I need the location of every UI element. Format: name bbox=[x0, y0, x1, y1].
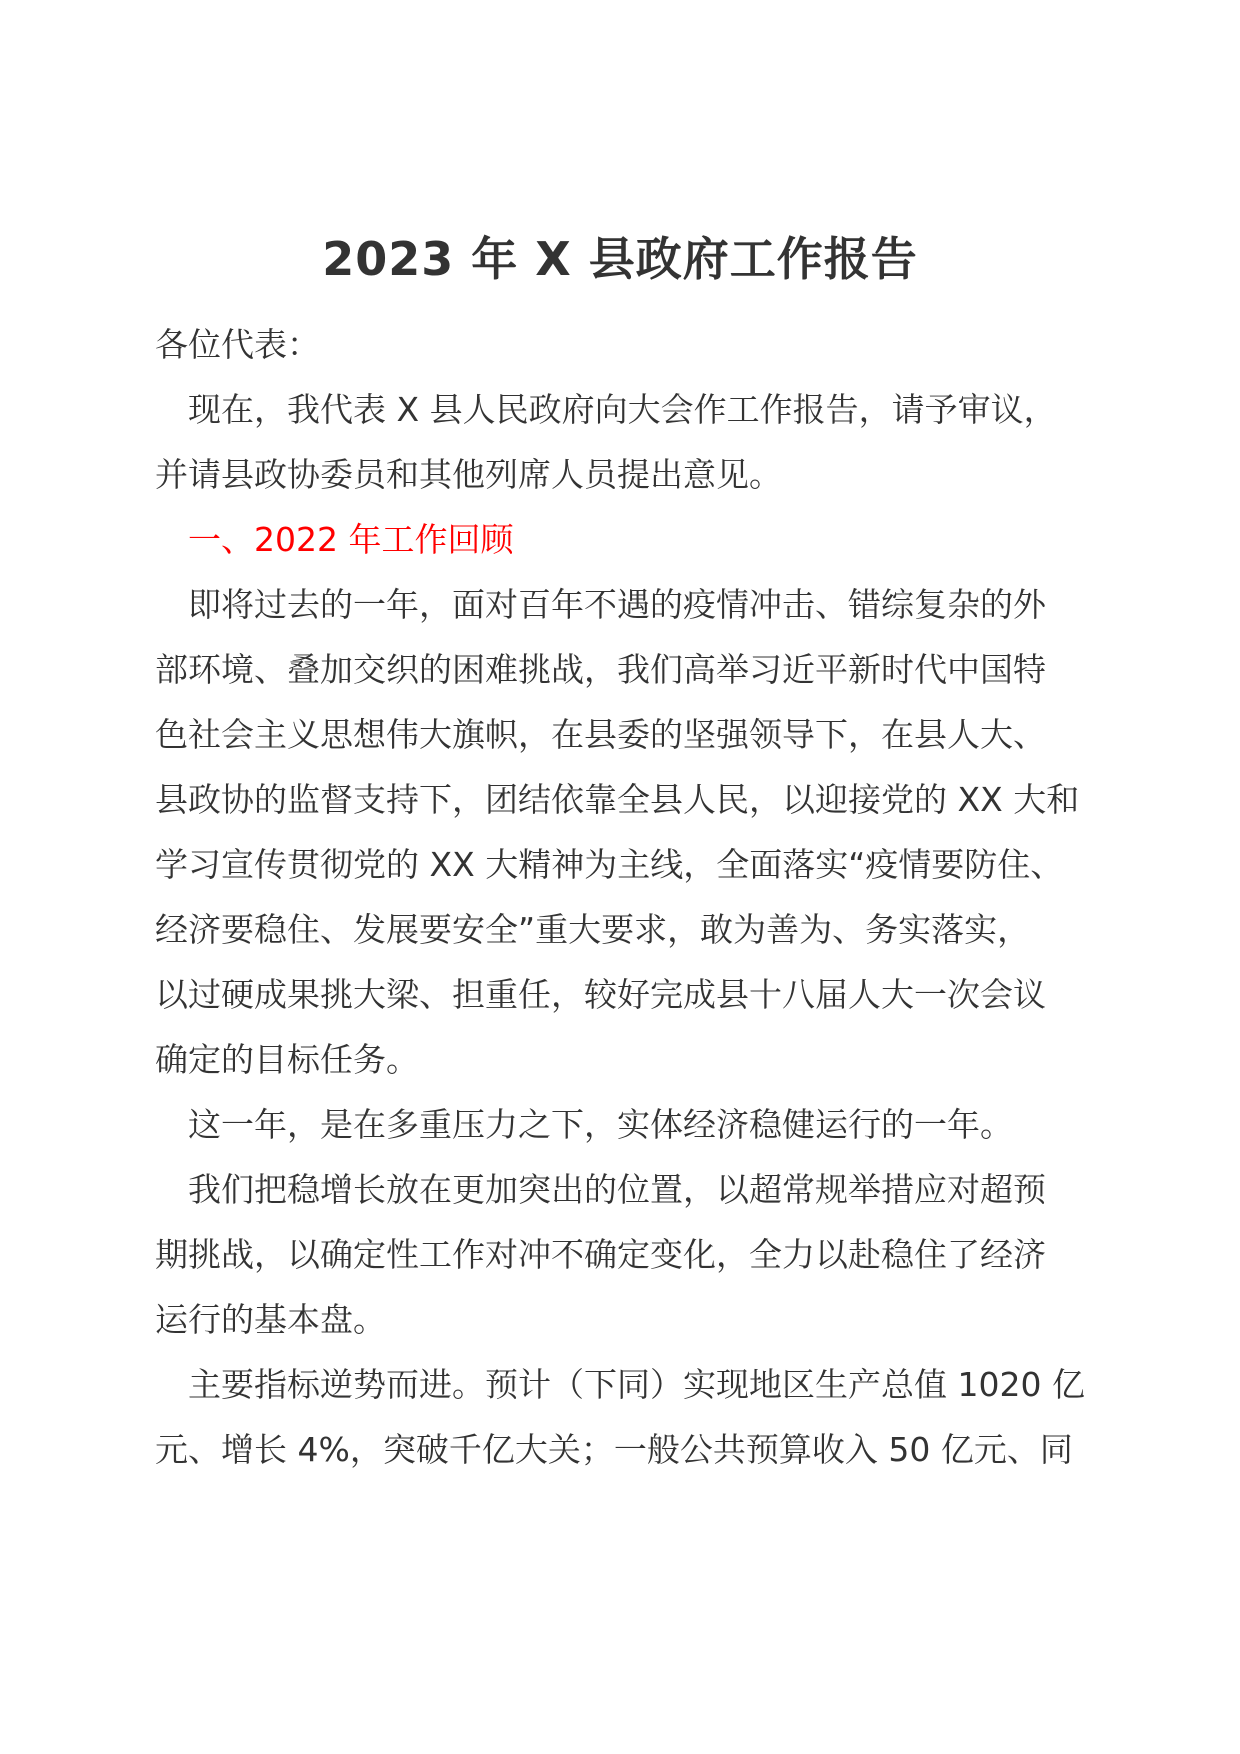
document-body bbox=[155, 312, 1095, 1482]
paragraph-line: 主要指标逆势而进。预计（下同）实现地区生产总值 1020 亿 bbox=[188, 1365, 1085, 1404]
salutation: 各位代表： bbox=[155, 325, 320, 364]
document-title: 2023 年 X 县政府工作报告 bbox=[322, 232, 918, 286]
paragraph-line: 经济要稳住、发展要安全”重大要求，敢为善为、务实落实， bbox=[155, 910, 1031, 949]
paragraph-line: 元、增长 4%，突破千亿大关；一般公共预算收入 50 亿元、同 bbox=[155, 1430, 1073, 1469]
section-heading: 一、2022 年工作回顾 bbox=[188, 520, 514, 559]
paragraph-line: 我们把稳增长放在更加突出的位置，以超常规举措应对超预 bbox=[188, 1170, 1046, 1209]
paragraph-line: 这一年，是在多重压力之下，实体经济稳健运行的一年。 bbox=[188, 1105, 1013, 1144]
paragraph-line: 现在，我代表 X 县人民政府向大会作工作报告，请予审议， bbox=[188, 390, 1057, 429]
paragraph-line: 确定的目标任务。 bbox=[155, 1040, 419, 1079]
paragraph-line: 色社会主义思想伟大旗帜，在县委的坚强领导下，在县人大、 bbox=[155, 715, 1046, 754]
paragraph-line: 学习宣传贯彻党的 XX 大精神为主线，全面落实“疫情要防住、 bbox=[155, 845, 1064, 884]
paragraph-line: 运行的基本盘。 bbox=[155, 1300, 386, 1339]
paragraph-line: 期挑战，以确定性工作对冲不确定变化，全力以赴稳住了经济 bbox=[155, 1235, 1046, 1274]
paragraph-line: 以过硬成果挑大梁、担重任，较好完成县十八届人大一次会议 bbox=[155, 975, 1046, 1014]
paragraph-line: 部环境、叠加交织的困难挑战，我们高举习近平新时代中国特 bbox=[155, 650, 1046, 689]
paragraph-line: 县政协的监督支持下，团结依靠全县人民，以迎接党的 XX 大和 bbox=[155, 780, 1080, 819]
paragraph-line: 并请县政协委员和其他列席人员提出意见。 bbox=[155, 455, 782, 494]
paragraph-line: 即将过去的一年，面对百年不遇的疫情冲击、错综复杂的外 bbox=[188, 585, 1046, 624]
